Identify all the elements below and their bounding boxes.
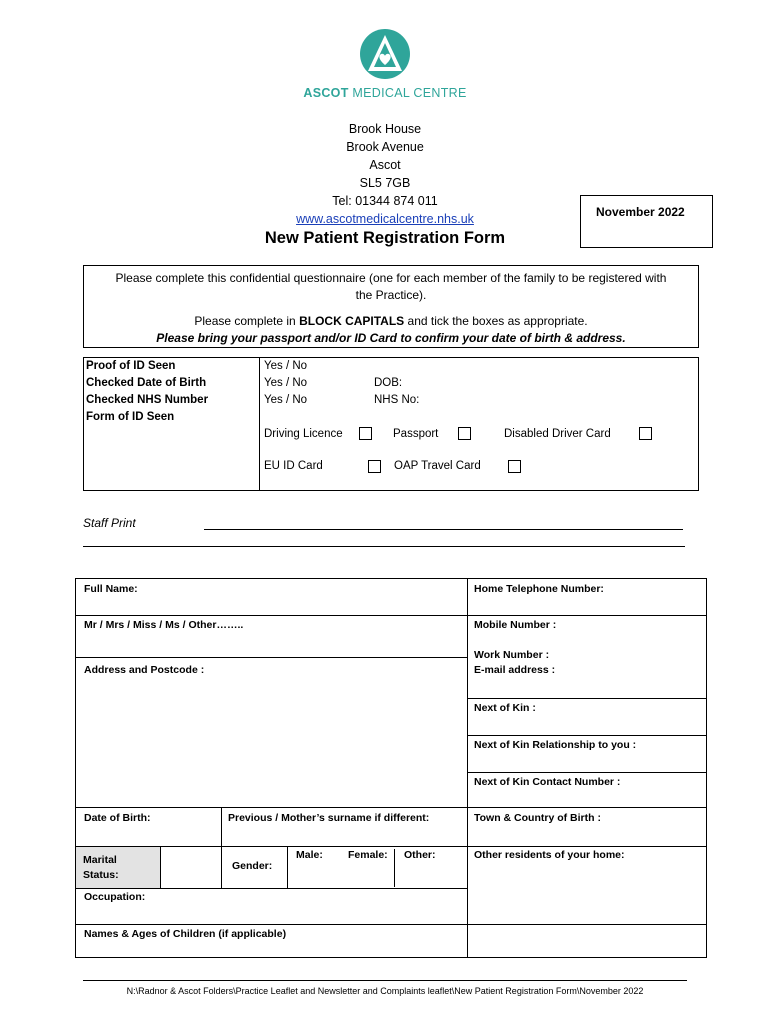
staff-print-line[interactable] (204, 529, 683, 530)
heart-a-logo-icon (359, 28, 411, 80)
home-telephone-label[interactable]: Home Telephone Number: (474, 583, 604, 595)
male-option[interactable]: Male: (296, 849, 323, 861)
footer-divider (83, 980, 687, 981)
disabled-driver-label: Disabled Driver Card (504, 428, 611, 440)
form-title: New Patient Registration Form (264, 229, 506, 247)
address-line-2: Brook Avenue (346, 140, 424, 154)
female-option[interactable]: Female: (348, 849, 388, 861)
id-check-table (83, 357, 699, 491)
oap-travel-label: OAP Travel Card (394, 460, 481, 472)
intro-box (83, 265, 699, 348)
address-postcode-label[interactable]: Address and Postcode : (84, 664, 205, 676)
staff-print-label: Staff Print (83, 516, 136, 530)
nhs-check-value[interactable]: Yes / No (264, 394, 308, 406)
staff-print-line-2[interactable] (83, 546, 685, 547)
other-option[interactable]: Other: (404, 849, 436, 861)
dob-field[interactable]: DOB: (374, 377, 403, 389)
intro-text-3: Please bring your passport and/or ID Card to confirm your date of birth & address. (156, 331, 626, 345)
passport-checkbox[interactable] (458, 427, 471, 440)
marital-status-label: Marital Status: (83, 854, 119, 881)
address-postcode: SL5 7GB (359, 176, 411, 190)
driving-licence-label: Driving Licence (264, 428, 343, 440)
next-of-kin-label[interactable]: Next of Kin : (474, 702, 536, 714)
address-line-3: Ascot (369, 158, 401, 172)
eu-id-checkbox[interactable] (368, 460, 381, 473)
title-options-label[interactable]: Mr / Mrs / Miss / Ms / Other…….. (84, 619, 244, 631)
next-of-kin-relationship-label[interactable]: Next of Kin Relationship to you : (474, 739, 637, 751)
eu-id-label: EU ID Card (264, 460, 323, 472)
previous-surname-label[interactable]: Previous / Mother’s surname if different: (228, 812, 430, 824)
passport-label: Passport (393, 428, 439, 440)
footer-path: N:\Radnor & Ascot Folders\Practice Leaflet and Newsletter and Complaints leaflet\New Patient Registration Form\November 2022 (126, 986, 644, 996)
dob-check-value[interactable]: Yes / No (264, 377, 308, 389)
dob-check-label: Checked Date of Birth (86, 377, 207, 389)
logo (0, 28, 770, 85)
proof-value[interactable]: Yes / No (264, 360, 308, 372)
telephone: Tel: 01344 874 011 (332, 194, 438, 208)
children-label[interactable]: Names & Ages of Children (if applicable) (84, 928, 287, 940)
work-number-label[interactable]: Work Number : (474, 649, 550, 661)
gender-label: Gender: (232, 860, 273, 872)
oap-travel-checkbox[interactable] (508, 460, 521, 473)
birthplace-label[interactable]: Town & Country of Birth : (474, 812, 601, 824)
date-of-birth-label[interactable]: Date of Birth: (84, 812, 151, 824)
date-box: November 2022 (580, 195, 713, 248)
form-of-id-label: Form of ID Seen (86, 411, 175, 423)
nhs-field[interactable]: NHS No: (374, 394, 420, 406)
intro-text-1: Please complete this confidential questionnaire (one for each member of the family to be registered with the Practice). (115, 271, 667, 302)
proof-label: Proof of ID Seen (86, 360, 176, 372)
mobile-number-label[interactable]: Mobile Number : (474, 619, 557, 631)
driving-licence-checkbox[interactable] (359, 427, 372, 440)
address-line-1: Brook House (348, 122, 422, 136)
email-label[interactable]: E-mail address : (474, 664, 556, 676)
next-of-kin-contact-label[interactable]: Next of Kin Contact Number : (474, 776, 621, 788)
occupation-label[interactable]: Occupation: (84, 891, 146, 903)
disabled-driver-checkbox[interactable] (639, 427, 652, 440)
other-residents-label[interactable]: Other residents of your home: (474, 849, 625, 861)
intro-text-2: Please complete in BLOCK CAPITALS and tick the boxes as appropriate. (194, 314, 588, 328)
patient-details-table (75, 578, 707, 958)
full-name-label[interactable]: Full Name: (84, 583, 138, 595)
website-link[interactable]: www.ascotmedicalcentre.nhs.uk (296, 212, 474, 226)
nhs-check-label: Checked NHS Number (86, 394, 209, 406)
logo-name: ASCOT MEDICAL CENTRE (303, 86, 467, 100)
